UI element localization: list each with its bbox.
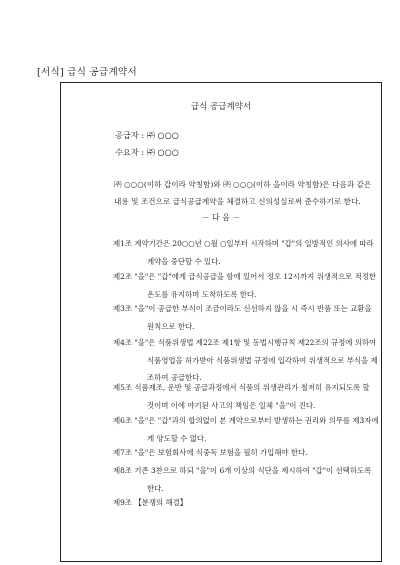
receiver-line: 수요자 : ㈜ ○○○ <box>115 147 179 157</box>
clause-5: 제5조 식품제조, 운반 및 공급과정에서 식품의 위생관리가 철저히 유지되도록 할 것이며 이에 야기된 사고의 책임은 일체 "을"이 진다. <box>113 383 370 410</box>
clause-2: 제2조 "을"은 "갑"에게 급식공급을 함에 있어서 정오 12시까지 위생적으로 적정한 온도를 유지하며 도착하도록 한다. <box>113 272 377 299</box>
clause-3: 제3조 "을"이 공급한 부식이 조금이라도 신선하지 않을 시 즉시 반품 또는 교환을 원칙으로 한다. <box>113 304 372 331</box>
document-title: 급식 공급계약서 <box>190 102 252 112</box>
section-heading: － 다 음 － <box>201 213 241 222</box>
clause-4: 제4조 "을"은 식품위생법 제22조 제1항 및 동법시행규칙 제22조의 규정에 의하여 식품영업을 허가받아 식품위생법 규정에 입각하여 위생적으로 부식을 제조하여 공급한다. <box>113 338 378 382</box>
form-label: [서식] 급식 공급계약서 <box>37 67 137 78</box>
contract-preamble: ㈜ ○○○(이하 갑이라 약칭함)와 ㈜ ○○○(이하 을이라 약칭함)은 다음과 같은 내용 및 조건으로 급식공급계약을 체결하고 신의성실로써 준수하기로 한다. <box>114 180 372 206</box>
clause-8: 제8조 기존 3찬으로 하되 "을"이 6개 이상의 식단을 제시하여 "갑"이 선택하도록 한다. <box>113 466 372 493</box>
supplier-line: 공급자 : ㈜ ○○○ <box>115 130 179 140</box>
clause-9: 제9조 【분쟁의 해결】 <box>113 498 188 507</box>
clause-6: 제6조 "을"은 "갑"과의 합의없이 본 계약으로부터 발생하는 권리와 의무를 제3자에게 양도할 수 없다. <box>113 416 379 443</box>
clause-7: 제7조 "을"은 보험회사에 식중독 보험을 필히 가입해야 한다. <box>113 448 308 457</box>
clause-1: 제1조 계약기간은 20○○년 ○월 ○일부터 시작하며 "갑"의 일방적인 의사에 따라 계약을 중단할 수 있다. <box>113 239 374 266</box>
